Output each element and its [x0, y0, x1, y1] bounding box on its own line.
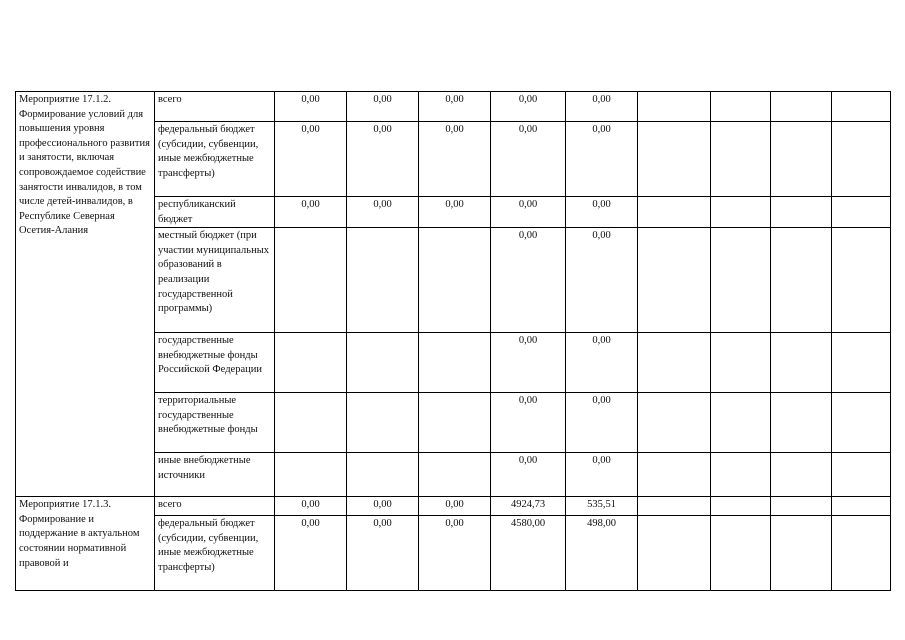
value-cell: 0,00: [275, 122, 347, 197]
value-cell: 0,00: [491, 453, 566, 497]
value-cell: 0,00: [491, 333, 566, 393]
empty-cell: [771, 453, 832, 497]
value-cell: 0,00: [491, 228, 566, 333]
empty-cell: [771, 228, 832, 333]
budget-table: [15, 91, 891, 591]
empty-cell: [711, 197, 771, 228]
value-cell: [419, 453, 491, 497]
empty-cell: [771, 197, 832, 228]
empty-cell: [832, 333, 891, 393]
funding-source: республиканский бюджет: [155, 197, 275, 228]
empty-cell: [771, 333, 832, 393]
value-cell: 0,00: [347, 197, 419, 228]
empty-cell: [771, 497, 832, 516]
empty-cell: [771, 393, 832, 453]
empty-cell: [638, 228, 711, 333]
empty-cell: [711, 516, 771, 591]
table-row: [16, 92, 891, 122]
value-cell: [275, 333, 347, 393]
funding-source: федеральный бюджет (субсидии, субвенции, иные межбюджетные трансферты): [155, 122, 275, 197]
value-cell: 535,51: [566, 497, 638, 516]
value-cell: 0,00: [566, 333, 638, 393]
empty-cell: [638, 197, 711, 228]
value-cell: [275, 453, 347, 497]
empty-cell: [832, 122, 891, 197]
empty-cell: [832, 453, 891, 497]
value-cell: 0,00: [419, 516, 491, 591]
funding-source: всего: [155, 497, 275, 516]
event-title: Мероприятие 17.1.3. Формирование и поддержание в актуальном состоянии нормативной правовой и: [19, 499, 140, 569]
empty-cell: [711, 393, 771, 453]
value-cell: 4580,00: [491, 516, 566, 591]
value-cell: 0,00: [491, 197, 566, 228]
value-cell: 0,00: [566, 197, 638, 228]
value-cell: 0,00: [491, 122, 566, 197]
value-cell: 0,00: [419, 92, 491, 122]
value-cell: 0,00: [347, 497, 419, 516]
empty-cell: [771, 122, 832, 197]
empty-cell: [832, 228, 891, 333]
empty-cell: [638, 122, 711, 197]
value-cell: 0,00: [419, 197, 491, 228]
value-cell: [419, 393, 491, 453]
empty-cell: [832, 516, 891, 591]
empty-cell: [711, 122, 771, 197]
empty-cell: [832, 92, 891, 122]
event-title-cell: [16, 497, 155, 591]
event-title-cell: [16, 92, 155, 497]
empty-cell: [711, 333, 771, 393]
empty-cell: [832, 393, 891, 453]
event-title: Мероприятие 17.1.2. Формирование условий для повышения уровня профессионального развития и занятости, включая сопровождаемое содействие занятости инвалидов, в том числе детей-инвалидов, в Республике Северная Осетия-Алания: [19, 94, 150, 237]
value-cell: 0,00: [419, 497, 491, 516]
empty-cell: [771, 516, 832, 591]
empty-cell: [638, 333, 711, 393]
value-cell: 0,00: [347, 122, 419, 197]
value-cell: 0,00: [566, 393, 638, 453]
empty-cell: [711, 92, 771, 122]
value-cell: 0,00: [566, 453, 638, 497]
empty-cell: [638, 393, 711, 453]
value-cell: 0,00: [275, 497, 347, 516]
empty-cell: [832, 497, 891, 516]
value-cell: [347, 453, 419, 497]
value-cell: 0,00: [566, 92, 638, 122]
funding-source: территориальные государственные внебюджетные фонды: [155, 393, 275, 453]
empty-cell: [711, 453, 771, 497]
empty-cell: [711, 228, 771, 333]
value-cell: [419, 228, 491, 333]
empty-cell: [771, 92, 832, 122]
funding-source: иные внебюджетные источники: [155, 453, 275, 497]
value-cell: [347, 393, 419, 453]
value-cell: [275, 228, 347, 333]
funding-source: федеральный бюджет (субсидии, субвенции, иные межбюджетные трансферты): [155, 516, 275, 591]
value-cell: [419, 333, 491, 393]
table-row: [16, 497, 891, 516]
empty-cell: [638, 92, 711, 122]
funding-source: государственные внебюджетные фонды Российской Федерации: [155, 333, 275, 393]
value-cell: [347, 228, 419, 333]
value-cell: 0,00: [347, 516, 419, 591]
value-cell: 498,00: [566, 516, 638, 591]
empty-cell: [638, 453, 711, 497]
value-cell: 0,00: [419, 122, 491, 197]
value-cell: 4924,73: [491, 497, 566, 516]
empty-cell: [711, 497, 771, 516]
empty-cell: [832, 197, 891, 228]
value-cell: 0,00: [275, 197, 347, 228]
document-page: [15, 91, 891, 591]
empty-cell: [638, 497, 711, 516]
value-cell: [347, 333, 419, 393]
value-cell: 0,00: [275, 516, 347, 591]
value-cell: 0,00: [566, 228, 638, 333]
value-cell: [275, 393, 347, 453]
value-cell: 0,00: [491, 92, 566, 122]
empty-cell: [638, 516, 711, 591]
value-cell: 0,00: [347, 92, 419, 122]
funding-source: местный бюджет (при участии муниципальных образований в реализации государственной программы): [155, 228, 275, 333]
value-cell: 0,00: [566, 122, 638, 197]
value-cell: 0,00: [275, 92, 347, 122]
funding-source: всего: [155, 92, 275, 122]
value-cell: 0,00: [491, 393, 566, 453]
